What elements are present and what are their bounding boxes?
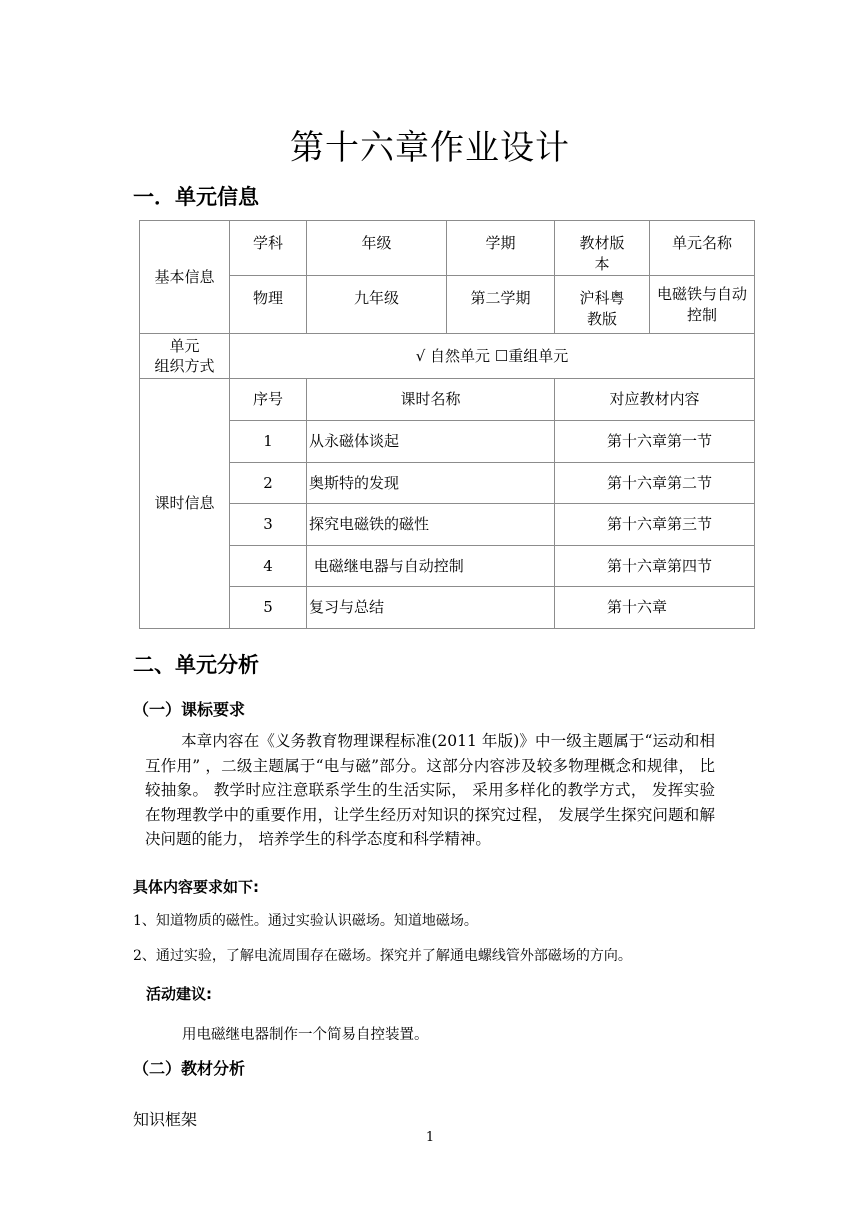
lesson-content: 第十六章第二节 (555, 463, 755, 504)
lesson-name: 奥斯特的发现 (307, 463, 555, 504)
basic-info-label: 基本信息 (140, 221, 230, 334)
table-row (140, 546, 755, 587)
header-textbook: 教材版本 (555, 221, 650, 276)
value-subject: 物理 (230, 276, 307, 334)
lesson-content: 第十六章第三节 (555, 504, 755, 546)
document-title: 第十六章作业设计 (290, 128, 570, 168)
org-method-label-line1: 单元 (169, 337, 200, 355)
header-subject: 学科 (230, 221, 307, 276)
activity-text: 用电磁继电器制作一个简易自控装置。 (182, 1027, 429, 1043)
curriculum-standard-text: 本章内容在《义务教育物理课程标准(2011 年版)》中一级主题属于“运动和相互作用” ，二级主题属于“电与磁”部分。这部分内容涉及较多物理概念和规律， 比较抽象。 教学时应注意联系学生的生活实际， 采用多样化的教学方式， 发挥实验在物理教学中的重要作用，让学生经历对知识的探究过程， 发展学生探究问题和解决问题的能力， 培养学生的科学态度和科学精神。 (145, 732, 715, 848)
lesson-name: 电磁继电器与自动控制 (307, 546, 555, 587)
header-grade: 年级 (307, 221, 447, 276)
section-unit-info-heading: 一．单元信息 (133, 185, 259, 209)
lesson-no: 4 (230, 546, 307, 587)
org-method-label-line2: 组织方式 (154, 357, 215, 375)
requirements-heading: 具体内容要求如下: (133, 878, 259, 896)
lesson-name: 复习与总结 (307, 587, 555, 629)
table-row (140, 421, 755, 463)
value-unit-name: 电磁铁与自动控制 (650, 276, 755, 334)
header-lesson-name: 课时名称 (307, 379, 555, 421)
value-textbook: 沪科粤教版 (555, 276, 650, 334)
value-term: 第二学期 (447, 276, 555, 334)
unit-info-table (139, 220, 755, 629)
org-method-label (140, 334, 230, 379)
textbook-analysis-heading: （二）教材分析 (133, 1059, 246, 1078)
lesson-no: 5 (230, 587, 307, 629)
lesson-content: 第十六章第一节 (555, 421, 755, 463)
header-lesson-no: 序号 (230, 379, 307, 421)
value-grade: 九年级 (307, 276, 447, 334)
page-number: 1 (425, 1130, 435, 1145)
section-unit-analysis-heading: 二、单元分析 (133, 653, 259, 677)
header-unit-name: 单元名称 (650, 221, 755, 276)
header-term: 学期 (447, 221, 555, 276)
header-textbook-content: 对应教材内容 (555, 379, 755, 421)
lesson-no: 1 (230, 421, 307, 463)
org-method-value: √ 自然单元 ☐重组单元 (230, 334, 755, 379)
lesson-no: 2 (230, 463, 307, 504)
lesson-no: 3 (230, 504, 307, 546)
curriculum-standard-paragraph (145, 729, 715, 852)
table-row (140, 587, 755, 629)
lesson-info-label: 课时信息 (140, 379, 230, 629)
knowledge-frame-label: 知识框架 (133, 1110, 198, 1129)
lesson-name: 从永磁体谈起 (307, 421, 555, 463)
lesson-name: 探究电磁铁的磁性 (307, 504, 555, 546)
table-row (140, 463, 755, 504)
table-row (140, 504, 755, 546)
curriculum-standard-heading: （一）课标要求 (133, 700, 246, 719)
lesson-content: 第十六章第四节 (555, 546, 755, 587)
requirement-item-2: 2、通过实验，了解电流周围存在磁场。探究并了解通电螺线管外部磁场的方向。 (133, 948, 632, 964)
requirement-item-1: 1、知道物质的磁性。通过实验认识磁场。知道地磁场。 (133, 913, 478, 929)
activity-heading: 活动建议: (146, 985, 212, 1003)
lesson-content: 第十六章 (555, 587, 755, 629)
